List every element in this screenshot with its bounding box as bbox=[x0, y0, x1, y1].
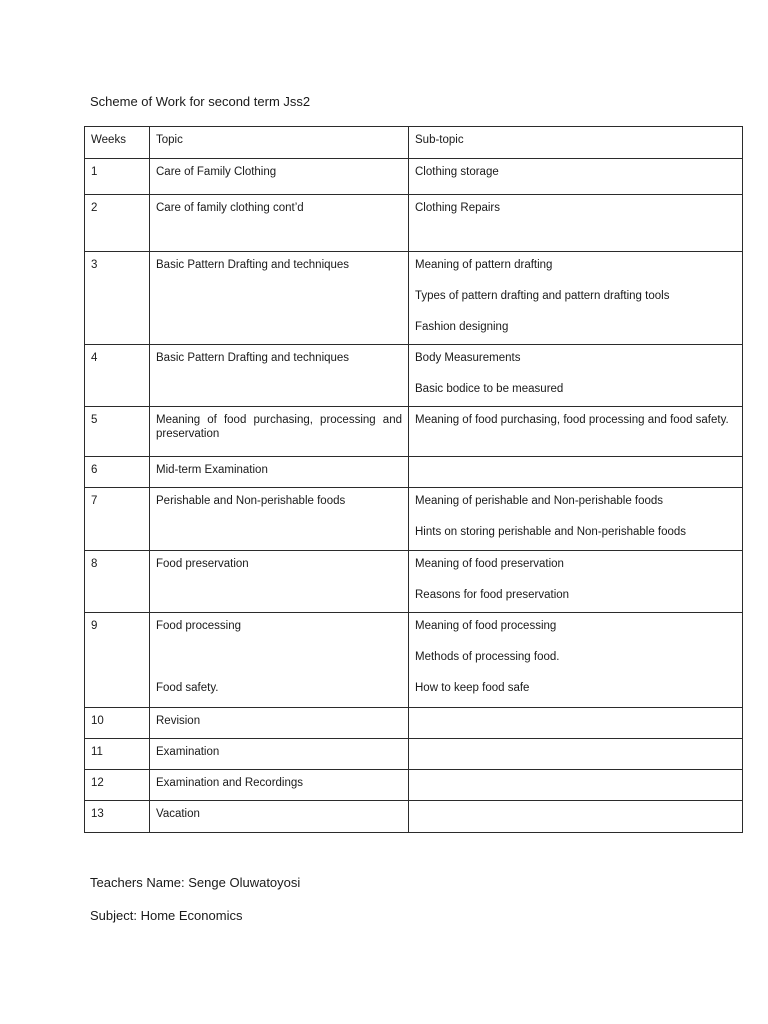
subtopic-cell bbox=[409, 252, 743, 345]
table-row bbox=[85, 708, 743, 739]
topic-text: Care of family clothing cont’d bbox=[156, 202, 304, 214]
week-cell bbox=[85, 345, 150, 407]
topic-text bbox=[156, 650, 402, 664]
table-row bbox=[85, 407, 743, 457]
week-cell bbox=[85, 457, 150, 488]
subtopic-cell bbox=[409, 801, 743, 833]
topic-cell bbox=[150, 613, 409, 708]
subtopic-cell bbox=[409, 551, 743, 613]
topic-cell bbox=[150, 252, 409, 345]
week-number: 7 bbox=[91, 495, 98, 507]
subtopic-cell bbox=[409, 708, 743, 739]
header-weeks: Weeks bbox=[85, 127, 150, 159]
topic-cell bbox=[150, 551, 409, 613]
week-cell bbox=[85, 613, 150, 708]
table-row bbox=[85, 488, 743, 551]
subtopic-text: How to keep food safe bbox=[415, 682, 530, 694]
subtopic-text: Meaning of food processing bbox=[415, 620, 557, 632]
topic-text: Mid-term Examination bbox=[156, 464, 268, 476]
table-body bbox=[85, 159, 743, 833]
table-header-row bbox=[85, 127, 743, 159]
topic-text: Food preservation bbox=[156, 558, 249, 570]
week-cell bbox=[85, 551, 150, 613]
topic-cell bbox=[150, 195, 409, 252]
table-row bbox=[85, 770, 743, 801]
header-topic: Topic bbox=[150, 127, 409, 159]
subtopic-cell bbox=[409, 488, 743, 551]
week-number: 13 bbox=[91, 808, 104, 820]
subtopic-cell bbox=[409, 195, 743, 252]
subtopic-text: Clothing storage bbox=[415, 166, 499, 178]
subtopic-cell bbox=[409, 407, 743, 457]
table-row bbox=[85, 457, 743, 488]
table-row bbox=[85, 252, 743, 345]
topic-cell bbox=[150, 488, 409, 551]
subtopic-text: Methods of processing food. bbox=[415, 651, 560, 663]
subtopic-text: Meaning of pattern drafting bbox=[415, 259, 553, 271]
subtopic-text: Fashion designing bbox=[415, 321, 509, 333]
topic-text: Vacation bbox=[156, 808, 200, 820]
topic-cell bbox=[150, 708, 409, 739]
subtopic-text: Clothing Repairs bbox=[415, 202, 501, 214]
subtopic-text: Types of pattern drafting and pattern drafting tools bbox=[415, 290, 670, 302]
week-number: 6 bbox=[91, 464, 98, 476]
topic-text: Meaning of food purchasing, processing and preservation bbox=[156, 414, 402, 440]
week-number: 9 bbox=[91, 620, 98, 632]
topic-text: Food processing bbox=[156, 620, 242, 632]
week-cell bbox=[85, 801, 150, 833]
table-row bbox=[85, 159, 743, 195]
week-number: 5 bbox=[91, 414, 98, 426]
table-row bbox=[85, 613, 743, 708]
topic-cell bbox=[150, 407, 409, 457]
subtopic-cell bbox=[409, 159, 743, 195]
week-number: 1 bbox=[91, 166, 98, 178]
topic-text: Basic Pattern Drafting and techniques bbox=[156, 352, 350, 364]
table-row bbox=[85, 739, 743, 770]
week-cell bbox=[85, 252, 150, 345]
week-cell bbox=[85, 195, 150, 252]
topic-cell bbox=[150, 801, 409, 833]
topic-text: Examination and Recordings bbox=[156, 777, 304, 789]
topic-text: Revision bbox=[156, 715, 201, 727]
teacher-name: Teachers Name: Senge Oluwatoyosi bbox=[90, 875, 301, 890]
topic-text: Food safety. bbox=[156, 682, 219, 694]
topic-text: Care of Family Clothing bbox=[156, 166, 277, 178]
week-cell bbox=[85, 770, 150, 801]
subtopic-text: Meaning of food preservation bbox=[415, 558, 564, 570]
week-number: 2 bbox=[91, 202, 98, 214]
topic-text: Examination bbox=[156, 746, 220, 758]
week-number: 11 bbox=[91, 746, 103, 758]
subtopic-cell bbox=[409, 770, 743, 801]
subtopic-text: Basic bodice to be measured bbox=[415, 383, 564, 395]
table-row bbox=[85, 801, 743, 833]
topic-cell bbox=[150, 159, 409, 195]
subtopic-text: Hints on storing perishable and Non-perishable foods bbox=[415, 526, 687, 538]
topic-text: Basic Pattern Drafting and techniques bbox=[156, 259, 350, 271]
subtopic-text: Reasons for food preservation bbox=[415, 589, 570, 601]
week-cell bbox=[85, 159, 150, 195]
header-subtopic: Sub-topic bbox=[409, 127, 743, 159]
week-number: 3 bbox=[91, 259, 98, 271]
subtopic-text: Meaning of perishable and Non-perishable foods bbox=[415, 495, 664, 507]
page-title: Scheme of Work for second term Jss2 bbox=[90, 94, 311, 109]
week-cell bbox=[85, 488, 150, 551]
subtopic-text: Meaning of food purchasing, food processing and food safety. bbox=[415, 414, 729, 426]
subtopic-text: Body Measurements bbox=[415, 352, 521, 364]
week-cell bbox=[85, 739, 150, 770]
subject-name: Subject: Home Economics bbox=[90, 908, 243, 923]
topic-cell bbox=[150, 457, 409, 488]
table-row bbox=[85, 551, 743, 613]
table-row bbox=[85, 195, 743, 252]
subtopic-cell bbox=[409, 739, 743, 770]
topic-cell bbox=[150, 770, 409, 801]
topic-cell bbox=[150, 345, 409, 407]
subtopic-cell bbox=[409, 613, 743, 708]
week-number: 4 bbox=[91, 352, 98, 364]
topic-text: Perishable and Non-perishable foods bbox=[156, 495, 346, 507]
table-row bbox=[85, 345, 743, 407]
week-number: 8 bbox=[91, 558, 98, 570]
topic-cell bbox=[150, 739, 409, 770]
subtopic-cell bbox=[409, 345, 743, 407]
week-cell bbox=[85, 407, 150, 457]
week-number: 12 bbox=[91, 777, 104, 789]
scheme-of-work-table bbox=[84, 126, 743, 833]
week-number: 10 bbox=[91, 715, 104, 727]
subtopic-cell bbox=[409, 457, 743, 488]
week-cell bbox=[85, 708, 150, 739]
